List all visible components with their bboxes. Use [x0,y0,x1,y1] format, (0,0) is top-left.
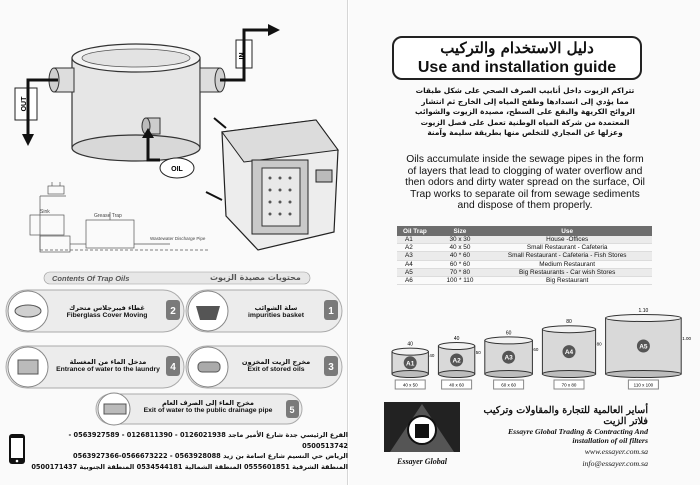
sizes-table [397,226,652,285]
wastewater-label: Wastewater Discharge Pipe [150,236,206,241]
tank-height-dimension: 60 [533,347,539,353]
contents-title-en: Contents Of Trap Oils [52,274,130,283]
company-info [470,405,648,469]
item-2-en: Fiberglass Cover Moving [66,312,148,319]
cell-size: 100 * 110 [438,277,483,285]
contact-line: الفرع الرئيسي جدة شارع الأمير ماجد 0126021938 - 0126811390 - 0563927589 - 0500513742 [68,431,348,450]
tank-top-dimension: 40 [453,336,460,342]
item-2-caption [52,304,162,320]
tank-a3 [485,330,539,389]
header-use: Use [482,226,652,236]
cell-size: 40 * 60 [438,252,483,260]
item-3-ar: مخرج الزيت المخزون [241,358,311,366]
table-row [397,268,652,276]
tank-height-dimension: 1.00 [682,336,691,341]
tank-label: A5 [639,343,648,351]
item-3-number: 3 [328,362,334,373]
guide-title-box [392,36,642,80]
company-email[interactable]: info@essayer.com.sa [582,459,648,468]
tank-base [485,371,533,378]
contact-line: الرياض حي النسيم شارع اسامة بن زيد 0563928088 - 0566673222-0563927366 [73,452,348,460]
contents-title-ar: محتويات مصيدة الزيوت [210,273,301,282]
table-row [397,277,652,285]
intro-arabic: تتراكم الزيوت داخل أنابيب الصرف الصحي على شكل طبقات مما يؤدي إلى انسدادها وطفح المياه إلى الخارج ثم انتشار الروائح الكريهة والبقع على السطح، مصيدة الزيوت والشوائب المعتمدة من شركة المياه الوطنية تعمل على فصل الزيوت وعزلها عن المجاري للتخلص منها بطريقة سليمة وآمنة [415,86,635,138]
in-label: IN [239,52,246,60]
tank-height-dimension: 80 [596,341,602,347]
tank-top-dimension: 40 [407,341,413,348]
tank-height-dimension: 50 [475,350,481,355]
item-5-en: Exit of water to the public drainage pipe [143,407,273,414]
tank-top-dimension: 60 [505,330,512,337]
cell-use: Small Restaurant - Cafeteria [482,244,652,252]
cutaway-trap-illustration [206,118,338,250]
phone-icon [6,432,28,466]
item-4-number: 4 [170,362,176,373]
tank-height-dimension: 40 [429,352,435,358]
item-5-ar: مخرج الماء إلى الصرف العام [161,399,255,407]
tank-rim [606,315,682,322]
tank-base-dimension: 70 x 80 [561,382,577,388]
tank-label: A4 [564,349,574,357]
cell-use: Big Restaurants - Car wish Stores [482,268,652,276]
tank-rim [485,337,533,344]
cell-use: Big Restaurant [482,277,652,285]
tank-label: A1 [406,360,415,368]
guide-title-ar: دليل الاستخدام والتركيب [440,39,594,57]
table-row [397,244,652,252]
tank-a2 [438,336,481,389]
tank-a4 [542,319,602,389]
tank-base-dimension: 110 x 100 [633,382,654,388]
cell-model: A4 [397,260,438,268]
tank-label: A3 [504,354,513,362]
in-arrow [220,24,280,80]
item-4-en: Entrance of water to the laundry [56,366,160,373]
item-3-en: Exit of stored oils [247,366,305,373]
table-row [397,252,652,260]
cell-model: A6 [397,277,438,285]
company-name-ar: أساير العالمية للتجارة والمقاولات وتركيب فلاتر الزيت [483,405,648,427]
tank-base [392,371,428,378]
tank-rim [392,348,428,355]
cell-size: 30 x 30 [438,236,483,244]
sink-label: Sink [40,209,50,215]
guide-title-en: Use and installation guide [417,59,617,76]
oil-label: OIL [171,166,183,173]
cell-size: 60 * 60 [438,260,483,268]
company-name-en: Essayre Global Trading & Contracting And installation of oil filters [507,427,648,445]
cell-model: A5 [397,268,438,276]
logo-text: Essayer Global [397,457,447,466]
company-website[interactable]: www.essayer.com.sa [584,447,648,456]
item-5-number: 5 [289,405,295,415]
tank-base [542,371,595,378]
item-1-ar: سلة الشوائب [254,304,298,312]
installation-diagram [0,0,348,270]
cell-model: A3 [397,252,438,260]
grease-trap-tank [49,44,225,161]
item-4-caption [52,358,164,374]
item-1-en: impurities basket [248,312,304,319]
item-4-ar: مدخل الماء من المغسلة [69,358,147,366]
tank-base-dimension: 40 x 60 [449,382,464,388]
cell-model: A2 [397,244,438,252]
cell-use: House -Offices [482,236,652,244]
grease-trap-label: Grease Trap [94,213,122,219]
item-1-caption [232,304,320,320]
item-2-number: 2 [170,306,176,317]
header-size: Size [438,226,483,236]
contact-line: المنطقة الشرقية 0555601851 المنطقة الشمالية 0534544181 المنطقة الجنوبية 0500171437 [31,462,348,471]
cell-use: Medium Restaurant [482,260,652,268]
table-row [397,236,652,244]
item-2-ar: غطاء فيبرجلاس متحرك [69,304,145,312]
cell-size: 70 * 80 [438,268,483,276]
tank-base [606,371,682,378]
tank-sizes-illustration [388,290,691,392]
contact-list [30,430,348,472]
cell-use: Small Restaurant - Cafeteria - Fish Stores [482,252,652,260]
tank-rim [542,326,595,333]
tank-base-dimension: 40 x 50 [402,382,418,388]
cell-model: A1 [397,236,438,244]
tank-base [438,371,474,378]
table-row [397,260,652,268]
header-oil-trap: Oil Trap [397,226,438,236]
sizes-table-header [397,226,652,236]
tank-top-dimension: 80 [566,319,572,326]
item-5-caption [132,399,284,415]
tank-top-dimension: 1.10 [638,308,649,314]
tank-base-dimension: 60 x 60 [501,382,516,388]
item-1-number: 1 [328,306,334,317]
item-3-caption [232,358,320,374]
company-logo [382,398,462,468]
cell-size: 40 x 50 [438,244,483,252]
intro-english: Oils accumulate inside the sewage pipes in the form of layers that lead to clogging of water overflow and then odors and dirty water spread on the surface, Oil Trap works to separate oil from sewage sediments and dispose of them properly. [405,154,645,211]
tank-a1 [392,342,435,389]
tank-rim [438,343,474,350]
tank-label: A2 [452,357,461,365]
out-label: OUT [21,96,28,112]
